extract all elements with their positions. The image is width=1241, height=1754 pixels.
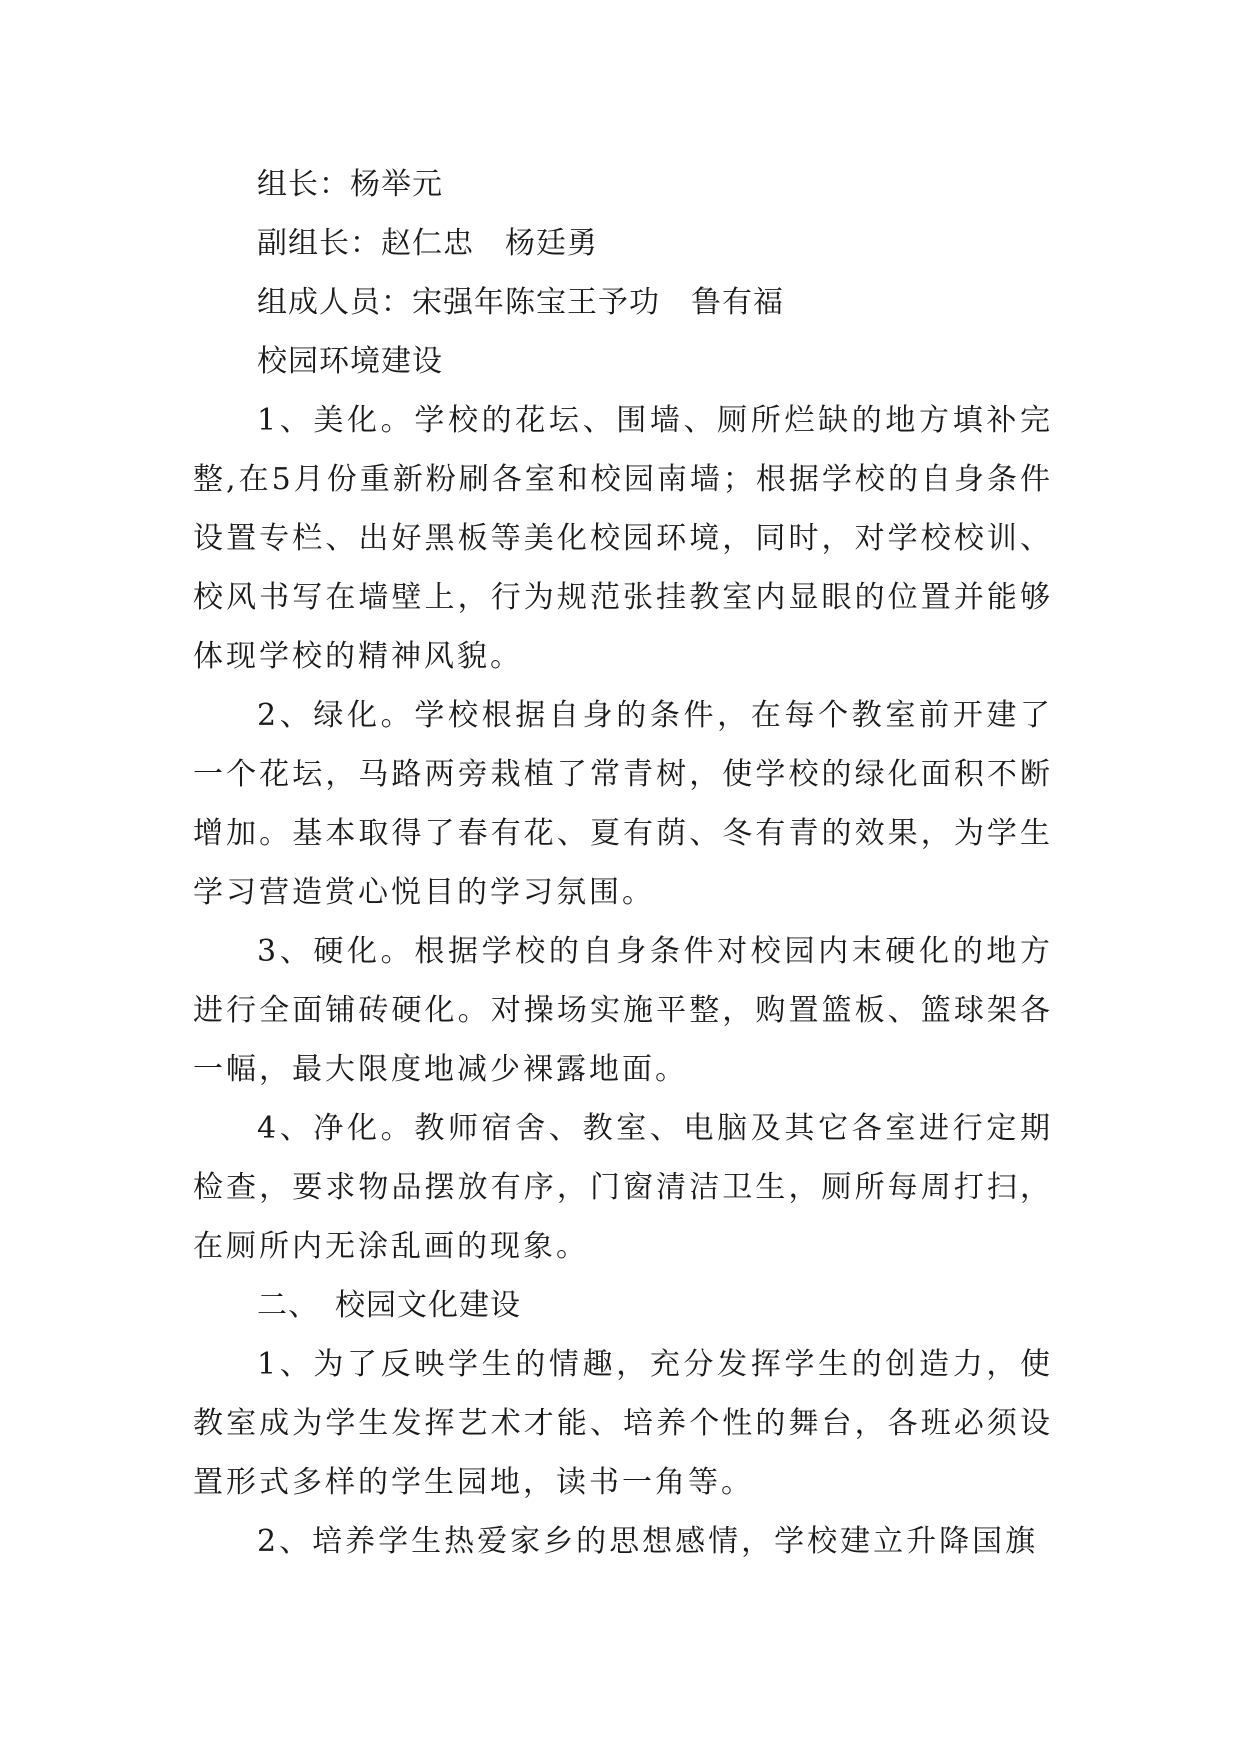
paragraph-cleaning: 4、净化。教师宿舍、教室、电脑及其它各室进行定期检查，要求物品摆放有序，门窗清洁卫生，厕所每周打扫，在厕所内无涂乱画的现象。: [193, 1111, 1053, 1264]
paragraph-hardening: 3、硬化。根据学校的自身条件对校园内末硬化的地方进行全面铺砖硬化。对操场实施平整，购置篮板、篮球架各一幅，最大限度地减少裸露地面。: [193, 934, 1053, 1087]
paragraph-culture-2: 2、培养学生热爱家乡的思想感情，学校建立升降国旗: [257, 1524, 1039, 1559]
paragraph-greening: 2、绿化。学校根据自身的条件，在每个教室前开建了一个花坛，马路两旁栽植了常青树，使学校的绿化面积不断增加。基本取得了春有花、夏有荫、冬有青的效果，为学生学习营造赏心悦目的学习氛围。: [193, 698, 1053, 910]
group-leader-line: 组长：杨举元: [257, 167, 443, 202]
document-page: [193, 155, 1053, 1571]
paragraph-culture-1: 1、为了反映学生的情趣，充分发挥学生的创造力，使教室成为学生发挥艺术才能、培养个性的舞台，各班必须设置形式多样的学生园地，读书一角等。: [193, 1347, 1053, 1500]
section-heading-culture: 二、 校园文化建设: [257, 1288, 521, 1323]
paragraph-beautify: 1、美化。学校的花坛、围墙、厕所烂缺的地方填补完整,在5月份重新粉刷各室和校园南墙；根据学校的自身条件设置专栏、出好黑板等美化校园环境，同时，对学校校训、校风书写在墙壁上，行为规范张挂教室内显眼的位置并能够体现学校的精神风貌。: [193, 403, 1053, 674]
section-heading-environment: 校园环境建设: [257, 344, 443, 379]
members-line: 组成人员：宋强年陈宝王予功 鲁有福: [257, 285, 784, 320]
deputy-leader-line: 副组长：赵仁忠 杨廷勇: [257, 226, 598, 261]
